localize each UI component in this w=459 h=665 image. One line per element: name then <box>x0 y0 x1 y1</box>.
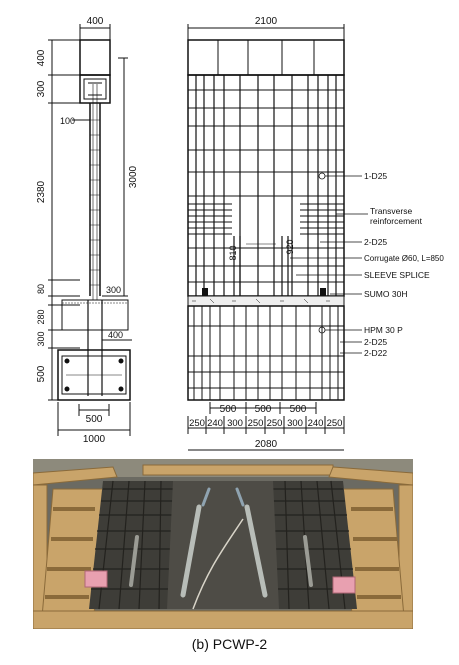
dim-seg-1: 250 <box>189 418 205 429</box>
dim-grout: 80 <box>36 283 46 295</box>
label-2-d22: 2-D22 <box>364 348 388 358</box>
dim-base-inner: 500 <box>85 414 103 425</box>
dim-top-width: 400 <box>86 16 104 27</box>
dim-seg-5: 250 <box>266 418 283 429</box>
label-sumo: SUMO 30H <box>364 289 408 299</box>
dim-joint: 280 <box>36 309 46 325</box>
label-transverse: Transverse <box>370 206 413 216</box>
dim-offset: 300 <box>106 285 122 295</box>
label-2-d25-bottom: 2-D25 <box>364 337 388 347</box>
site-photo <box>33 459 413 629</box>
dim-foot-500: 500 <box>36 365 47 383</box>
dim-cover: 100 <box>60 116 76 126</box>
dim-mid-left: 500 <box>219 404 237 415</box>
dim-seg-4: 250 <box>247 418 264 429</box>
label-sleeve-splice: SLEEVE SPLICE <box>364 270 430 280</box>
dim-wall-height: 2380 <box>36 180 47 204</box>
dim-splice-right: 920 <box>285 239 295 255</box>
dim-seg-3: 300 <box>227 418 243 429</box>
dim-seg-2: 240 <box>207 418 223 429</box>
label-1-d25: 1-D25 <box>364 171 388 181</box>
dim-front-total: 2080 <box>254 439 278 450</box>
dim-mid-right: 500 <box>289 404 307 415</box>
label-hpm: HPM 30 P <box>364 325 403 335</box>
dim-seg-6: 300 <box>287 418 303 429</box>
dim-front-top: 2100 <box>254 16 278 27</box>
dim-seg-7: 240 <box>307 418 324 429</box>
dim-beam-height: 300 <box>36 80 47 98</box>
dim-foot-side: 400 <box>108 330 124 340</box>
label-2-d25-mid: 2-D25 <box>364 237 388 247</box>
dim-seg-8: 250 <box>326 418 343 429</box>
dim-cap-height: 400 <box>36 49 47 67</box>
front-elevation <box>188 24 368 450</box>
dim-base-width: 1000 <box>82 434 106 445</box>
figure-caption: (b) PCWP-2 <box>191 636 268 652</box>
label-corrugate: Corrugate Ø60, L=850 <box>364 254 444 263</box>
dim-overall-height: 3000 <box>128 165 139 189</box>
side-elevation <box>48 24 132 436</box>
dim-foot-300: 300 <box>36 331 46 347</box>
dim-splice-left: 810 <box>228 245 238 261</box>
dim-mid-center: 500 <box>254 404 272 415</box>
label-reinforcement: reinforcement <box>370 216 422 226</box>
